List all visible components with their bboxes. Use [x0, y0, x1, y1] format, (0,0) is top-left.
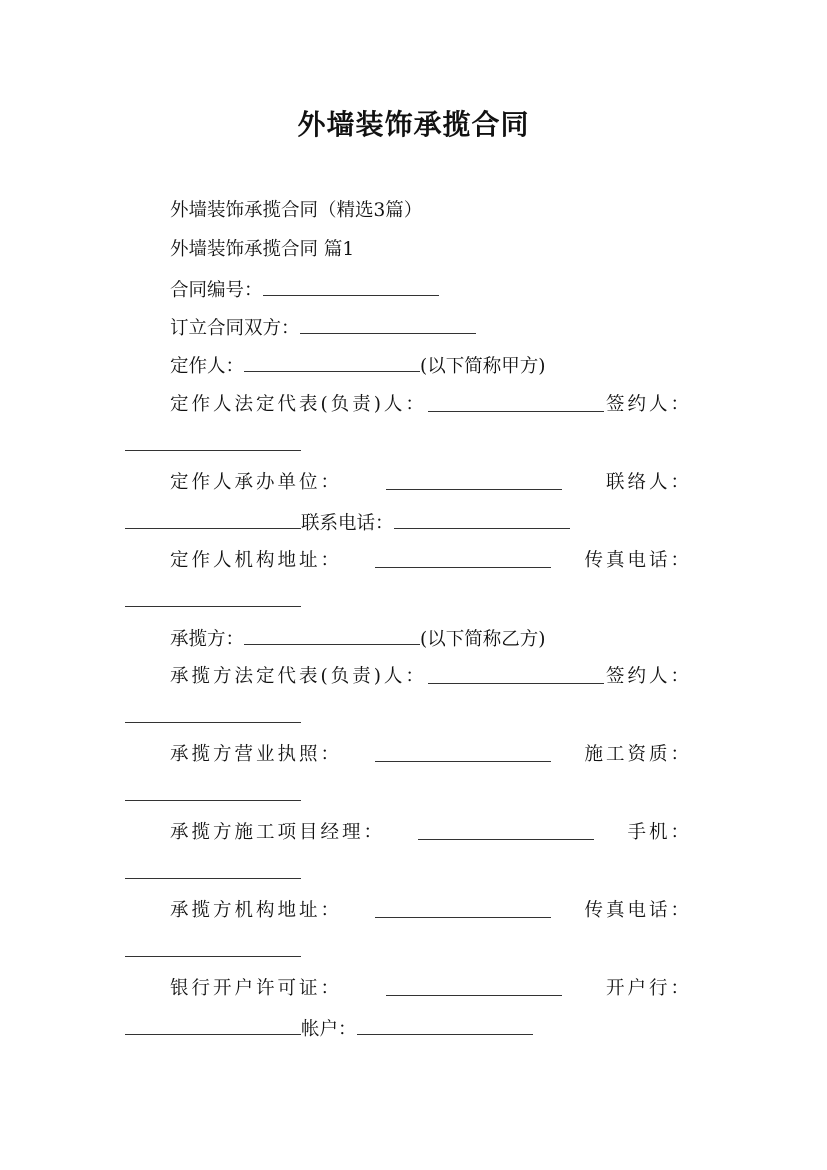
orderer-address-line [170, 549, 692, 573]
orderer-fax-label: 传真电话： [584, 550, 692, 571]
project-manager-line [170, 821, 692, 845]
mobile-blank [125, 860, 301, 879]
orderer-fax-continuation [125, 588, 301, 614]
contractor-fax-blank [125, 938, 301, 957]
contractor-label: 承揽方： [170, 629, 245, 650]
qualification-continuation [125, 782, 301, 808]
orderer-note: (以下简称甲方) [420, 356, 546, 377]
contractor-license-label: 承揽方营业执照： [170, 744, 343, 765]
parties-blank [300, 315, 476, 334]
account-label: 帐户： [301, 1019, 357, 1040]
mobile-label: 手机： [627, 822, 692, 843]
bank-blank [125, 1016, 301, 1035]
project-manager-label: 承揽方施工项目经理： [170, 822, 386, 843]
contract-number-blank [263, 277, 439, 296]
contractor-rep-label: 承揽方法定代表(负责)人： [170, 666, 427, 687]
orderer-signatory-label: 签约人： [605, 394, 692, 415]
contractor-signatory-blank [125, 704, 301, 723]
orderer-unit-label: 定作人承办单位： [170, 472, 343, 493]
account-line [125, 1016, 533, 1042]
contractor-blank [244, 626, 420, 645]
construction-qualification-blank [125, 782, 301, 801]
bank-permit-label: 银行开户许可证： [170, 978, 343, 999]
contractor-address-blank [375, 899, 551, 918]
contractor-license-line [170, 743, 692, 767]
contractor-rep-line [170, 665, 692, 689]
orderer-line [170, 353, 545, 379]
contact-person-label: 联络人： [605, 472, 692, 493]
bank-permit-blank [386, 977, 562, 996]
orderer-address-blank [375, 549, 551, 568]
contact-person-blank [125, 510, 301, 529]
project-manager-blank [418, 821, 594, 840]
orderer-rep-blank [428, 393, 604, 412]
contractor-license-blank [375, 743, 551, 762]
mobile-continuation [125, 860, 301, 886]
document-subtitle: 外墙装饰承揽合同（精选3篇） [170, 200, 423, 221]
orderer-unit-blank [386, 471, 562, 490]
parties-line [170, 315, 476, 341]
document-title: 外墙装饰承揽合同 [297, 108, 530, 141]
contact-phone-label: 联系电话： [301, 513, 394, 534]
orderer-rep-line [170, 393, 692, 417]
contact-phone-line [125, 510, 570, 536]
orderer-signatory-blank [125, 432, 301, 451]
contractor-signatory-label: 签约人： [605, 666, 692, 687]
orderer-unit-line [170, 471, 692, 495]
contractor-line [170, 626, 545, 652]
orderer-fax-blank [125, 588, 301, 607]
account-blank [357, 1016, 533, 1035]
contractor-rep-blank [428, 665, 604, 684]
contractor-fax-continuation [125, 938, 301, 964]
contractor-fax-label: 传真电话： [584, 900, 692, 921]
contractor-address-label: 承揽方机构地址： [170, 900, 343, 921]
contract-number-label: 合同编号： [170, 280, 263, 301]
bank-label: 开户行： [605, 978, 692, 999]
bank-permit-line [170, 977, 692, 1001]
orderer-signatory-continuation [125, 432, 301, 458]
article-heading: 外墙装饰承揽合同 篇1 [170, 239, 355, 260]
contract-number-line [170, 277, 439, 303]
orderer-rep-label: 定作人法定代表(负责)人： [170, 394, 427, 415]
construction-qualification-label: 施工资质： [584, 744, 692, 765]
orderer-label: 定作人： [170, 356, 245, 377]
contractor-note: (以下简称乙方) [420, 629, 546, 650]
contractor-signatory-continuation [125, 704, 301, 730]
orderer-address-label: 定作人机构地址： [170, 550, 343, 571]
parties-label: 订立合同双方： [170, 318, 300, 339]
orderer-blank [244, 353, 420, 372]
contact-phone-blank [394, 510, 570, 529]
contractor-address-line [170, 899, 692, 923]
